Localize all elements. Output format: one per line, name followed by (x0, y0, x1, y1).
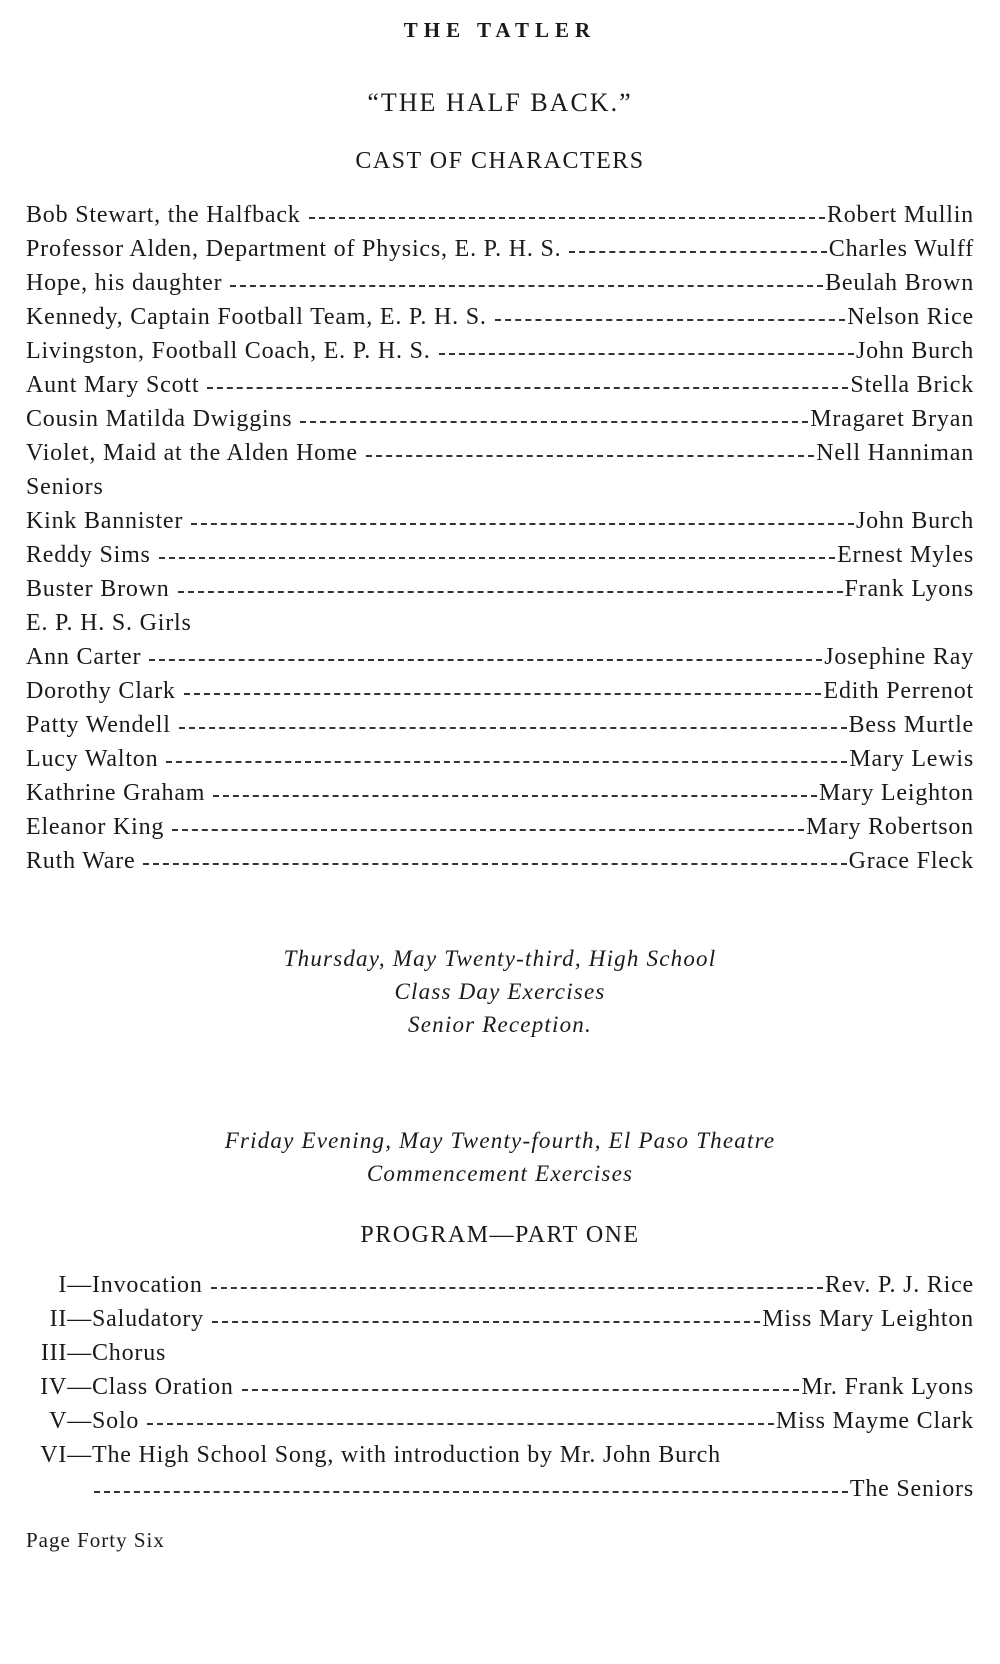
cast-actor: Frank Lyons (844, 576, 974, 602)
cast-actor: Edith Perrenot (823, 678, 974, 704)
cast-actor: Stella Brick (850, 372, 974, 398)
cast-role: Reddy Sims (26, 542, 151, 568)
cast-actor: Nelson Rice (847, 304, 974, 330)
cast-row (26, 712, 974, 746)
program-item (26, 1374, 234, 1401)
cast-row (26, 236, 974, 270)
cast-row (26, 202, 974, 236)
dot-leader (147, 1423, 774, 1425)
dot-leader (366, 455, 814, 457)
dot-leader (143, 863, 846, 865)
dot-leader (439, 353, 854, 355)
cast-actor: Charles Wulff (828, 236, 974, 262)
dot-leader (242, 1389, 800, 1391)
cast-role: Livingston, Football Coach, E. P. H. S. (26, 338, 431, 364)
cast-role: Kink Bannister (26, 508, 184, 534)
cast-row (26, 814, 974, 848)
cast-row (26, 848, 974, 882)
thursday-announcement (0, 942, 1000, 1041)
cast-row (26, 440, 974, 474)
cast-role: Buster Brown (26, 576, 170, 602)
cast-role: Ann Carter (26, 644, 142, 670)
program-item-label: The High School Song, with introduction by Mr. John Burch (92, 1442, 721, 1468)
cast-row (26, 746, 974, 780)
friday-line-1: Friday Evening, May Twenty-fourth, El Paso Theatre (224, 1128, 776, 1153)
dot-leader (211, 1287, 823, 1289)
cast-row (26, 270, 974, 304)
girls-label: E. P. H. S. Girls (26, 610, 192, 636)
program-row (26, 1374, 974, 1408)
cast-role: Cousin Matilda Dwiggins (26, 406, 293, 432)
cast-row (26, 304, 974, 338)
thursday-line-2: Class Day Exercises (394, 979, 606, 1004)
dot-leader (184, 693, 822, 695)
dot-leader (230, 285, 823, 287)
cast-actor: Ernest Myles (837, 542, 974, 568)
program-row (26, 1442, 974, 1476)
program-row (26, 1340, 974, 1374)
thursday-line-1: Thursday, May Twenty-third, High School (283, 946, 717, 971)
program-item-label: Solo (92, 1408, 140, 1434)
page-footer: Page Forty Six (26, 1528, 165, 1552)
cast-actor: Mary Leighton (818, 780, 974, 806)
program-item (26, 1408, 139, 1435)
cast-role: Eleanor King (26, 814, 165, 840)
program-item (26, 1340, 166, 1367)
friday-announcement (0, 1124, 1000, 1190)
cast-actor: Beulah Brown (825, 270, 974, 296)
cast-role: Hope, his daughter (26, 270, 223, 296)
cast-role: Patty Wendell (26, 712, 171, 738)
cast-role: Aunt Mary Scott (26, 372, 200, 398)
cast-actor: John Burch (856, 508, 974, 534)
cast-actor: John Burch (856, 338, 974, 364)
dot-leader (166, 761, 847, 763)
cast-row (26, 780, 974, 814)
cast-row (26, 508, 974, 542)
cast-role: Bob Stewart, the Halfback (26, 202, 301, 228)
program-item-label: Saludatory (92, 1306, 204, 1332)
program-row (26, 1272, 974, 1306)
dot-leader (179, 727, 847, 729)
program-item-label: Class Oration (92, 1374, 234, 1400)
program-list (26, 1272, 974, 1510)
cast-actor: Robert Mullin (826, 202, 974, 228)
program-row (26, 1408, 974, 1442)
dot-leader (300, 421, 808, 423)
program-number: IV— (40, 1374, 92, 1400)
program-row-continuation (26, 1476, 974, 1510)
cast-actor: Grace Fleck (848, 848, 974, 874)
program-performer: Miss Mary Leighton (762, 1306, 974, 1332)
cast-role: Violet, Maid at the Alden Home (26, 440, 358, 466)
cast-actor: Mragaret Bryan (810, 406, 974, 432)
cast-row (26, 372, 974, 406)
dot-leader (212, 1321, 760, 1323)
play-title: “THE HALF BACK.” (367, 88, 633, 117)
friday-line-2: Commencement Exercises (366, 1161, 634, 1186)
program-performer: Mr. Frank Lyons (801, 1374, 974, 1400)
program-number: V— (49, 1408, 92, 1434)
program-number: I— (58, 1272, 92, 1298)
cast-role: Kennedy, Captain Football Team, E. P. H. S. (26, 304, 487, 330)
cast-row (26, 678, 974, 712)
cast-role: Dorothy Clark (26, 678, 176, 704)
dot-leader (172, 829, 804, 831)
thursday-line-3: Senior Reception. (408, 1012, 592, 1037)
dot-leader (159, 557, 835, 559)
running-head: THE TATLER (403, 18, 597, 42)
program-number: VI— (40, 1442, 92, 1468)
cast-row (26, 576, 974, 610)
dot-leader (207, 387, 848, 389)
cast-list (26, 202, 974, 882)
program-number: II— (49, 1306, 92, 1332)
dot-leader (569, 251, 826, 253)
program-item (26, 1272, 203, 1299)
dot-leader (213, 795, 817, 797)
cast-actor: Bess Murtle (848, 712, 974, 738)
cast-role: Lucy Walton (26, 746, 159, 772)
program-performer: Miss Mayme Clark (775, 1408, 974, 1434)
dot-leader (191, 523, 854, 525)
program-number: III— (40, 1340, 92, 1366)
dot-leader (495, 319, 846, 321)
program-performer: Rev. P. J. Rice (824, 1272, 974, 1298)
cast-role: Kathrine Graham (26, 780, 206, 806)
cast-actor: Mary Lewis (849, 746, 974, 772)
program-item (26, 1442, 721, 1469)
dot-leader (94, 1491, 848, 1493)
dot-leader (309, 217, 825, 219)
dot-leader (178, 591, 843, 593)
cast-row (26, 542, 974, 576)
cast-heading: CAST OF CHARACTERS (355, 148, 645, 174)
cast-role: Ruth Ware (26, 848, 136, 874)
program-heading: PROGRAM—PART ONE (360, 1222, 640, 1248)
dot-leader (149, 659, 822, 661)
seniors-label: Seniors (26, 474, 104, 500)
program-item-label: Chorus (92, 1340, 167, 1366)
cast-actor: Nell Hanniman (816, 440, 974, 466)
cast-row (26, 644, 974, 678)
cast-row (26, 338, 974, 372)
program-item (26, 1306, 204, 1333)
cast-actor: Mary Robertson (806, 814, 974, 840)
program-row (26, 1306, 974, 1340)
cast-row (26, 406, 974, 440)
program-performer: The Seniors (849, 1476, 974, 1502)
cast-actor: Josephine Ray (824, 644, 974, 670)
program-item-label: Invocation (92, 1272, 203, 1298)
cast-role: Professor Alden, Department of Physics, E. P. H. S. (26, 236, 562, 262)
